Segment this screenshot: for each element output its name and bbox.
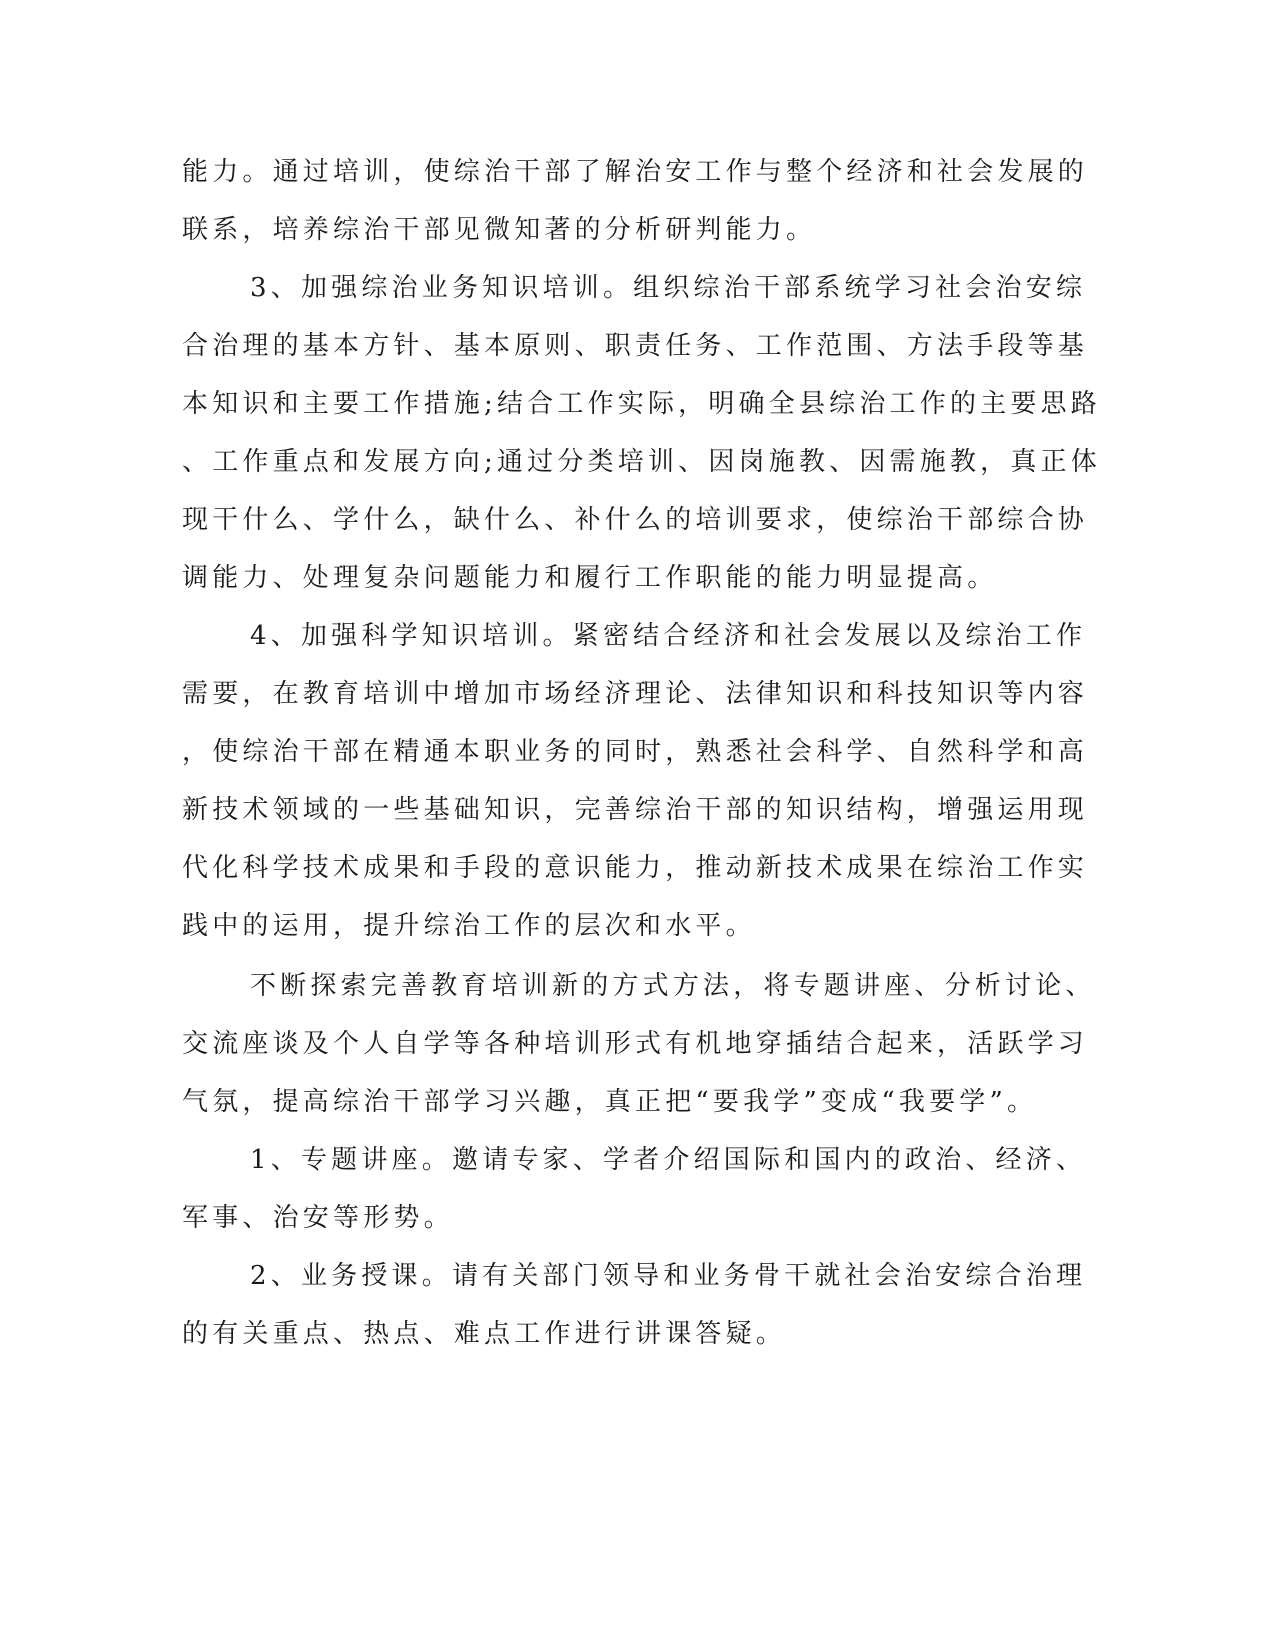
text-line: 、工作重点和发展方向;通过分类培训、因岗施教、因需施教，真正体 — [182, 447, 1101, 477]
text-line: 合治理的基本方针、基本原则、职责任务、工作范围、方法手段等基 — [182, 331, 1089, 361]
text-line: 需要，在教育培训中增加市场经济理论、法律知识和科技知识等内容 — [182, 679, 1089, 709]
paragraph-first-line: 2、业务授课。请有关部门领导和业务骨干就社会治安综合治理 — [250, 1261, 1087, 1291]
text-line: 能力。通过培训，使综治干部了解治安工作与整个经济和社会发展的 — [182, 157, 1089, 187]
paragraph-first-line: 1、专题讲座。邀请专家、学者介绍国际和国内的政治、经济、 — [250, 1145, 1087, 1175]
text-line: 军事、治安等形势。 — [182, 1203, 454, 1233]
text-line: 现干什么、学什么，缺什么、补什么的培训要求，使综治干部综合协 — [182, 505, 1089, 535]
text-line: 联系，培养综治干部见微知著的分析研判能力。 — [182, 215, 817, 245]
paragraph-first-line: 4、加强科学知识培训。紧密结合经济和社会发展以及综治工作 — [250, 621, 1087, 651]
text-line: 交流座谈及个人自学等各种培训形式有机地穿插结合起来，活跃学习 — [182, 1029, 1089, 1059]
paragraph-first-line: 不断探索完善教育培训新的方式方法，将专题讲座、分析讨论、 — [250, 971, 1096, 1001]
text-line: 调能力、处理复杂问题能力和履行工作职能的能力明显提高。 — [182, 563, 998, 593]
text-line: 践中的运用，提升综治工作的层次和水平。 — [182, 911, 756, 941]
text-line: ，使综治干部在精通本职业务的同时，熟悉社会科学、自然科学和高 — [182, 737, 1089, 767]
text-line: 气氛，提高综治干部学习兴趣，真正把“要我学”变成“我要学”。 — [182, 1087, 1038, 1117]
text-line: 新技术领域的一些基础知识，完善综治干部的知识结构，增强运用现 — [182, 795, 1089, 825]
text-line: 代化科学技术成果和手段的意识能力，推动新技术成果在综治工作实 — [182, 853, 1089, 883]
text-line: 的有关重点、热点、难点工作进行讲课答疑。 — [182, 1319, 787, 1349]
text-line: 本知识和主要工作措施;结合工作实际，明确全县综治工作的主要思路 — [182, 389, 1101, 419]
paragraph-first-line: 3、加强综治业务知识培训。组织综治干部系统学习社会治安综 — [250, 273, 1087, 303]
